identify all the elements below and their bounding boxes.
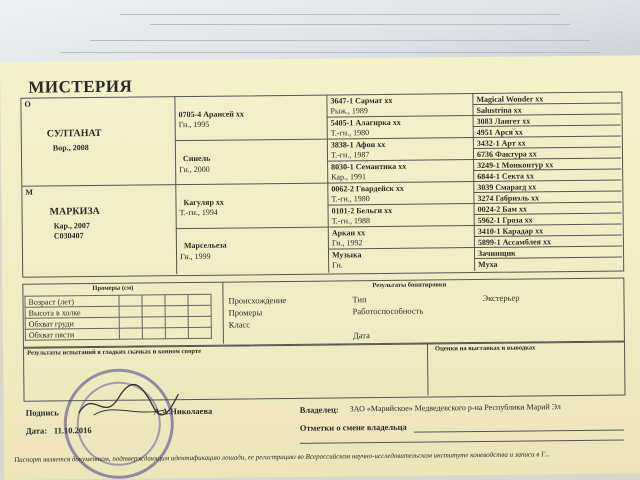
date-value: 11.10.2016 — [53, 425, 92, 436]
sire-info: Вор., 2008 — [52, 143, 89, 153]
dam-name: МАРКИЗА — [49, 205, 100, 218]
gen3-name: 3647-1 Сармат хх — [330, 95, 393, 106]
dam-code: С030407 — [53, 231, 84, 241]
gen4-name: 3274 Габриэль хх — [477, 193, 539, 204]
gen3-info: Рыж., 1989 — [330, 106, 368, 116]
gen4-name: Magical Wonder хх — [476, 94, 544, 105]
dam-info: Кар., 2007 — [53, 221, 90, 231]
gen4-name: 3410-1 Карадар хх — [477, 226, 544, 237]
bonitation-header: Результаты бонитировки — [372, 281, 447, 290]
measures-header: Промеры (см) — [92, 284, 134, 293]
signature-label: Подпись — [25, 407, 59, 418]
gen3-name: Музыка — [331, 250, 362, 260]
gen3-name: Аркан хх — [331, 228, 366, 238]
gen4-name: Salustrina хх — [476, 105, 522, 116]
dam-marker: М — [25, 187, 33, 197]
measures-table — [24, 294, 211, 341]
gen3-info: Т.-гн., 1980 — [331, 194, 370, 204]
bonitation-type: Тип — [352, 294, 367, 305]
gen4-name: Зачинщик — [477, 248, 516, 259]
measure-label: Обхват пясти — [25, 328, 119, 340]
signature-scribble — [73, 382, 183, 423]
bonitation-origin: Происхождение — [228, 295, 287, 306]
gen2-name: Марсельеза — [183, 240, 227, 251]
gen4-name: 5962-1 Гроза хх — [477, 215, 533, 226]
gen4-name: Муха — [478, 259, 498, 270]
gen3-info: Гн., 1992 — [331, 238, 363, 248]
gen3-info: Т.-гн., 1980 — [330, 128, 370, 138]
owner-change-label: Отметки о смене владельца — [299, 421, 407, 433]
bonitation-work: Работоспособность — [352, 305, 424, 317]
bonitation-class: Класс — [228, 319, 251, 330]
gen2-info: Гн., 2000 — [179, 164, 210, 175]
bonitation-exterior: Экстерьер — [482, 292, 520, 303]
horse-passport-page — [0, 55, 640, 480]
sire-marker: О — [24, 99, 31, 109]
gen3-info: Т.-гн., 1988 — [331, 216, 371, 226]
gen3-info: Гн. — [332, 260, 343, 270]
gen3-name: 3838-1 Афон хх — [330, 139, 386, 150]
gen4-name: 0024-2 Бам хх — [477, 204, 528, 215]
owner-value: ЗАО «Марийское» Медведевского р-на Республики Марий Эл — [349, 402, 561, 414]
gen4-name: 6736 Фактура хх — [476, 149, 537, 160]
gen3-info: Кар., 1991 — [331, 172, 367, 182]
owner-label: Владелец: — [299, 404, 339, 415]
gen4-name: 4951 Арся хх — [476, 127, 523, 138]
gen3-info: Т.-гн., 1987 — [330, 150, 370, 160]
sire-name: СУЛТАНАТ — [46, 127, 102, 140]
gen4-name: 3039 Смарагд хх — [477, 182, 537, 193]
signature-name: А.А.Николаева — [153, 405, 213, 417]
horse-name-title: МИСТЕРИЯ — [28, 76, 133, 97]
bonitation-date: Дата — [352, 330, 370, 341]
gen2-info: Гн., 1999 — [180, 251, 211, 262]
measure-label: Обхват груди — [25, 317, 119, 329]
gen3-name: 0062-2 Гвардейск хх — [331, 183, 404, 194]
gen2-name: Синель — [182, 153, 211, 164]
footer-note: Паспорт является документом, подтверждающим идентификацию лошади, ее регистрацию во Всероссийском научно-исследовательском институте коневодства и записи в Г... — [14, 450, 550, 464]
bonitation-measures: Промеры — [228, 307, 263, 318]
gen3-name: 0101-2 Бельги хх — [331, 205, 393, 216]
gen4-name: 6844-1 Секта хх — [477, 171, 535, 182]
gen3-name: 5405-1 Алагирка хх — [330, 117, 401, 128]
date-label: Дата: — [25, 425, 48, 436]
gen4-name: 3432-1 Арт хх — [476, 138, 526, 149]
gen3-name: 8030-1 Семантика хх — [331, 161, 407, 172]
gen4-name: 3083 Лангет хх — [476, 116, 531, 127]
gen2-info: Т.-гн., 1994 — [179, 207, 218, 218]
measure-label: Возраст (лет) — [25, 295, 119, 307]
gen4-name: 5899-1 Ассамблея хх — [477, 237, 552, 248]
shows-header: Оценки на выставках и выводках — [434, 344, 536, 353]
measure-label: Высота в холке — [25, 306, 119, 318]
gen2-name: 0705-4 Арансей хх — [178, 109, 244, 120]
gen2-name: Кагуляр хх — [183, 197, 224, 208]
gen2-info: Гн., 1995 — [178, 119, 210, 130]
gen4-name: 3249-1 Монконтур хх — [477, 160, 554, 171]
tests-header: Результаты испытаний в гладких скачках и конном спорте — [27, 347, 202, 357]
